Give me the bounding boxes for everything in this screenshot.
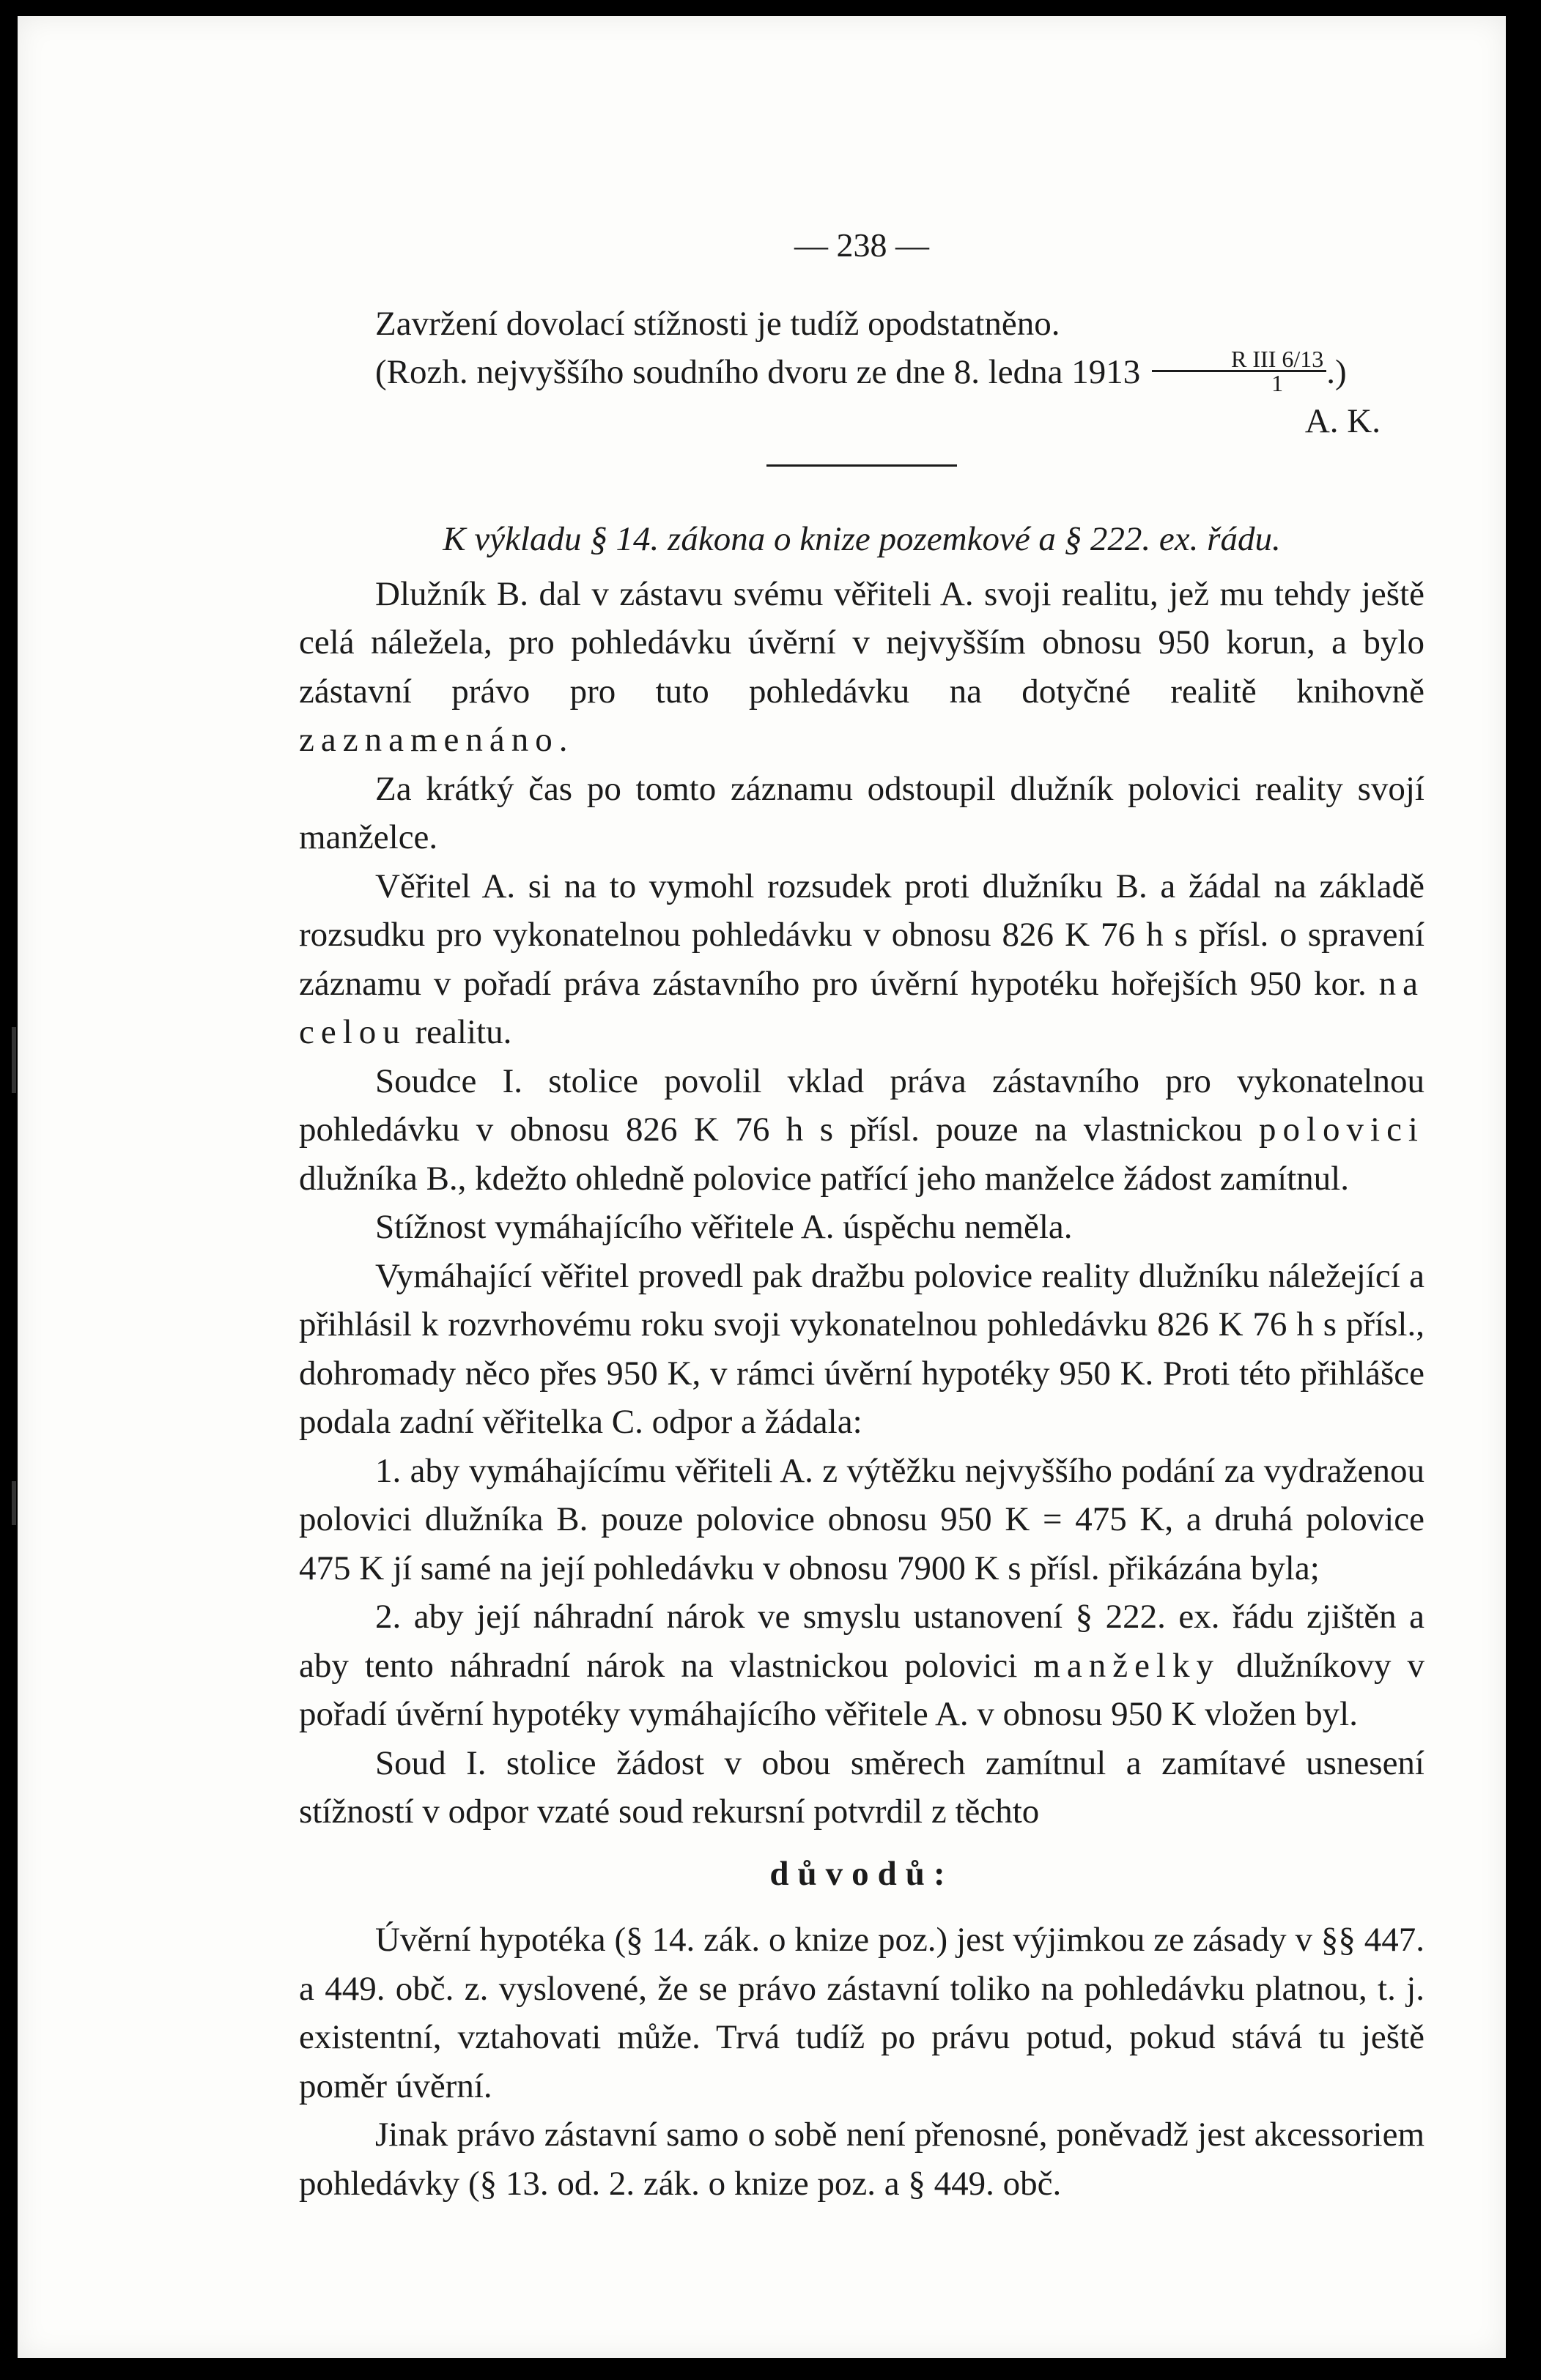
- paragraph-4: [299, 1057, 1424, 1204]
- page-number: — 238 —: [794, 226, 929, 264]
- divider-line: [766, 464, 957, 467]
- paragraph-10: Úvěrní hypotéka (§ 14. zák. o knize poz.) jest výjimkou ze zásady v §§ 447. a 449. obč. z. vyslovené, že se právo zástavní toliko na pohledávku platnou, t. j. existentní, vztahovati může. Trvá tudíž po právu potud, pokud stává tu ještě poměr úvěrní.: [299, 1921, 1424, 2105]
- paragraph-3-tail: realitu.: [415, 1013, 512, 1051]
- paragraph-8-text: 2. aby její náhradní nárok ve smyslu ustanovení § 222. ex. řádu zjištěn a aby tento náhradní nárok na vlastnickou polovici: [299, 1598, 1424, 1685]
- fraction-denominator: 1: [1271, 370, 1284, 396]
- spaced-word: manželky: [1033, 1646, 1221, 1685]
- paragraph-8-tail: dlužníkovy v pořadí úvěrní hypotéky vymáhajícího věřitele A. v obnosu 950 K vložen byl.: [299, 1646, 1425, 1733]
- paragraph-7: 1. aby vymáhajícímu věřiteli A. z výtěžku nejvyššího podání za vydraženou polovici dlužníka B. pouze polovice obnosu 950 K = 475 K, a druhá polovice 475 K jí samé na její pohledávku v obnosu 7900 K s přísl. přikázána byla;: [299, 1451, 1424, 1587]
- spaced-word: polovici: [1258, 1111, 1424, 1149]
- citation-fraction: [1152, 348, 1326, 394]
- paragraph-8: [299, 1593, 1424, 1739]
- paragraph-2: Za krátký čas po tomto záznamu odstoupil dlužník polovici reality svojí manželce.: [299, 769, 1424, 856]
- verdict-line: Zavržení dovolací stížnosti je tudíž opodstatněno.: [375, 304, 1060, 343]
- paragraph-4-text: Soudce I. stolice povolil vklad práva zástavního pro vykonatelnou pohledávku v obnosu 826 K 76 h s přísl. pouze na vlastnickou: [299, 1061, 1424, 1149]
- citation-closing: .): [1326, 353, 1347, 391]
- author-initials: A. K.: [1304, 401, 1381, 440]
- paragraph-11: Jinak právo zástavní samo o sobě není přenosné, poněvadž jest akcessoriem pohledávky (§ 13. od. 2. zák. o knize poz. a § 449. obč.: [299, 2116, 1424, 2203]
- paragraph-6: Vymáhající věřitel provedl pak dražbu polovice reality dlužníku náležející a přihlásil k rozvrhovému roku svoji vykonatelnou pohledávku 826 K 76 h s přísl., dohromady něco přes 950 K, v rámci úvěrní hypotéky 950 K. Proti této přihlášce podala zadní věřitelka C. odpor a žádala:: [299, 1256, 1424, 1441]
- paragraph-1: [299, 570, 1424, 765]
- spaced-phrase: na celou: [299, 964, 1424, 1051]
- document-page: [18, 16, 1506, 2358]
- fraction-numerator: R III 6/13: [1152, 348, 1326, 372]
- paragraph-9: Soud I. stolice žádost v obou směrech zamítnul a zamítavé usnesení stížností v odpor vzaté soud rekursní potvrdil z těchto: [299, 1743, 1424, 1831]
- citation: [299, 348, 1424, 397]
- reasons-heading: důvodů:: [769, 1854, 954, 1893]
- paragraph-3-text: Věřitel A. si na to vymohl rozsudek proti dlužníku B. a žádal na základě rozsudku pro vykonatelnou pohledávku v obnosu 826 K 76 h s přísl. o spravení záznamu v pořadí práva zástavního pro úvěrní hypotéku hořejších 950 kor.: [299, 867, 1424, 1003]
- text-block: [299, 221, 1424, 2208]
- paragraph-1-text: Dlužník B. dal v zástavu svému věřiteli A. svoji realitu, jež mu tehdy ještě celá náležela, pro pohledávku úvěrní v nejvyšším obnosu 950 korun, a bylo zástavní právo pro tuto pohledávku na dotyčné realitě knihovně: [299, 574, 1424, 711]
- spaced-word: zaznamenáno.: [299, 721, 574, 759]
- paragraph-3: [299, 862, 1424, 1057]
- section-heading: K výkladu § 14. zákona o knize pozemkové a § 222. ex. řádu.: [443, 520, 1281, 558]
- paragraph-5: Stížnost vymáhajícího věřitele A. úspěchu neměla.: [375, 1208, 1073, 1246]
- paragraph-4-tail: dlužníka B., kdežto ohledně polovice patřící jeho manželce žádost zamítnul.: [299, 1159, 1349, 1198]
- citation-text: (Rozh. nejvyššího soudního dvoru ze dne 8. ledna 1913: [375, 353, 1141, 391]
